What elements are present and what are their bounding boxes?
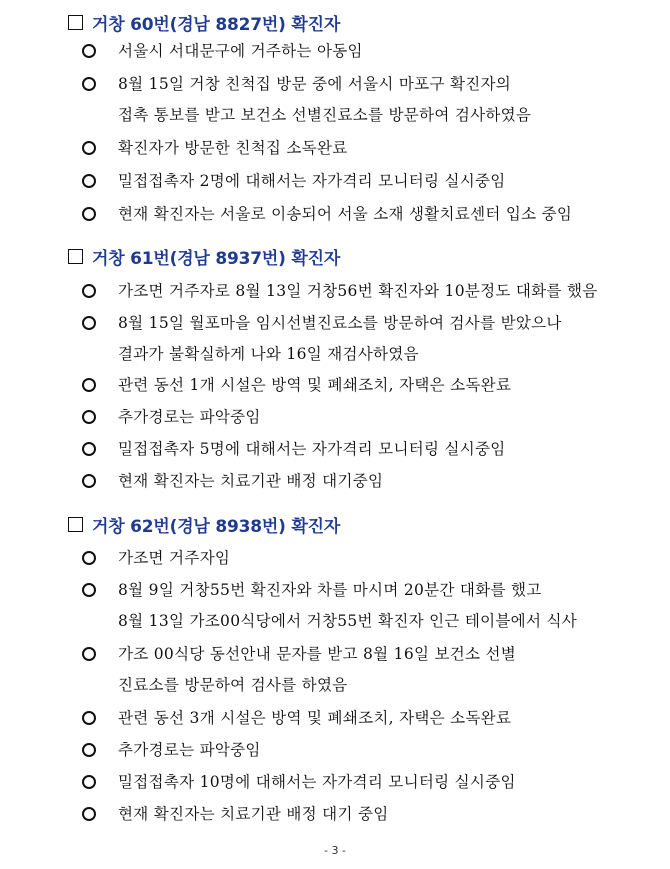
list-item: 가조면 거주자로 8월 13일 거창56번 확진자와 10분정도 대화를 했음 xyxy=(118,282,598,300)
checkbox-square-icon xyxy=(68,249,83,264)
list-item: 현재 확진자는 치료기관 배정 대기 중임 xyxy=(118,805,389,823)
circle-bullet-icon xyxy=(82,647,96,661)
list-item: 관련 동선 3개 시설은 방역 및 폐쇄조치, 자택은 소독완료 xyxy=(118,709,512,727)
circle-bullet-icon xyxy=(82,711,96,725)
circle-bullet-icon xyxy=(82,442,96,456)
list-item: 8월 9일 거창55번 확진자와 차를 마시며 20분간 대화를 했고 xyxy=(118,581,542,599)
list-item: 밀접접촉자 5명에 대해서는 자가격리 모니터링 실시중임 xyxy=(118,440,506,458)
circle-bullet-icon xyxy=(82,775,96,789)
circle-bullet-icon xyxy=(82,174,96,188)
list-item: 밀접접촉자 10명에 대해서는 자가격리 모니터링 실시중임 xyxy=(118,773,516,791)
case-heading-text: 거창 61번(경남 8937번) 확진자 xyxy=(92,248,341,269)
checkbox-square-icon xyxy=(68,15,83,30)
circle-bullet-icon xyxy=(82,44,96,58)
list-item: 서울시 서대문구에 거주하는 아동임 xyxy=(118,42,363,60)
circle-bullet-icon xyxy=(82,583,96,597)
list-item-continuation: 접촉 통보를 받고 보건소 선별진료소를 방문하여 검사하였음 xyxy=(118,106,532,124)
list-item: 밀접접촉자 2명에 대해서는 자가격리 모니터링 실시중임 xyxy=(118,172,506,190)
list-item: 8월 15일 거창 친척집 방문 중에 서울시 마포구 확진자의 xyxy=(118,75,512,93)
circle-bullet-icon xyxy=(82,207,96,221)
list-item: 현재 확진자는 치료기관 배정 대기중임 xyxy=(118,472,384,490)
circle-bullet-icon xyxy=(82,316,96,330)
case-heading-text: 거창 60번(경남 8827번) 확진자 xyxy=(92,14,341,35)
circle-bullet-icon xyxy=(82,410,96,424)
list-item: 현재 확진자는 서울로 이송되어 서울 소재 생활치료센터 입소 중임 xyxy=(118,205,573,223)
list-item: 8월 15일 월포마을 임시선별진료소를 방문하여 검사를 받았으나 xyxy=(118,314,562,332)
circle-bullet-icon xyxy=(82,551,96,565)
circle-bullet-icon xyxy=(82,141,96,155)
list-item: 추가경로는 파악중임 xyxy=(118,741,261,759)
case-heading xyxy=(68,9,340,35)
circle-bullet-icon xyxy=(82,284,96,298)
case-heading-text: 거창 62번(경남 8938번) 확진자 xyxy=(92,516,341,537)
list-item: 추가경로는 파악중임 xyxy=(118,408,261,426)
list-item-continuation: 8월 13일 가조00식당에서 거창55번 확진자 인근 테이블에서 식사 xyxy=(118,612,578,630)
circle-bullet-icon xyxy=(82,807,96,821)
list-item: 관련 동선 1개 시설은 방역 및 폐쇄조치, 자택은 소독완료 xyxy=(118,376,512,394)
list-item: 가조 00식당 동선안내 문자를 받고 8월 16일 보건소 선별 xyxy=(118,645,517,663)
list-item-continuation: 결과가 불확실하게 나와 16일 재검사하였음 xyxy=(118,345,419,363)
checkbox-square-icon xyxy=(68,517,83,532)
circle-bullet-icon xyxy=(82,378,96,392)
circle-bullet-icon xyxy=(82,474,96,488)
circle-bullet-icon xyxy=(82,743,96,757)
list-item: 확진자가 방문한 친척집 소독완료 xyxy=(118,139,348,157)
case-heading xyxy=(68,243,340,269)
page-number: - 3 - xyxy=(324,844,346,857)
circle-bullet-icon xyxy=(82,77,96,91)
list-item: 가조면 거주자임 xyxy=(118,549,231,567)
case-heading xyxy=(68,511,340,537)
list-item-continuation: 진료소를 방문하여 검사를 하였음 xyxy=(118,676,348,694)
